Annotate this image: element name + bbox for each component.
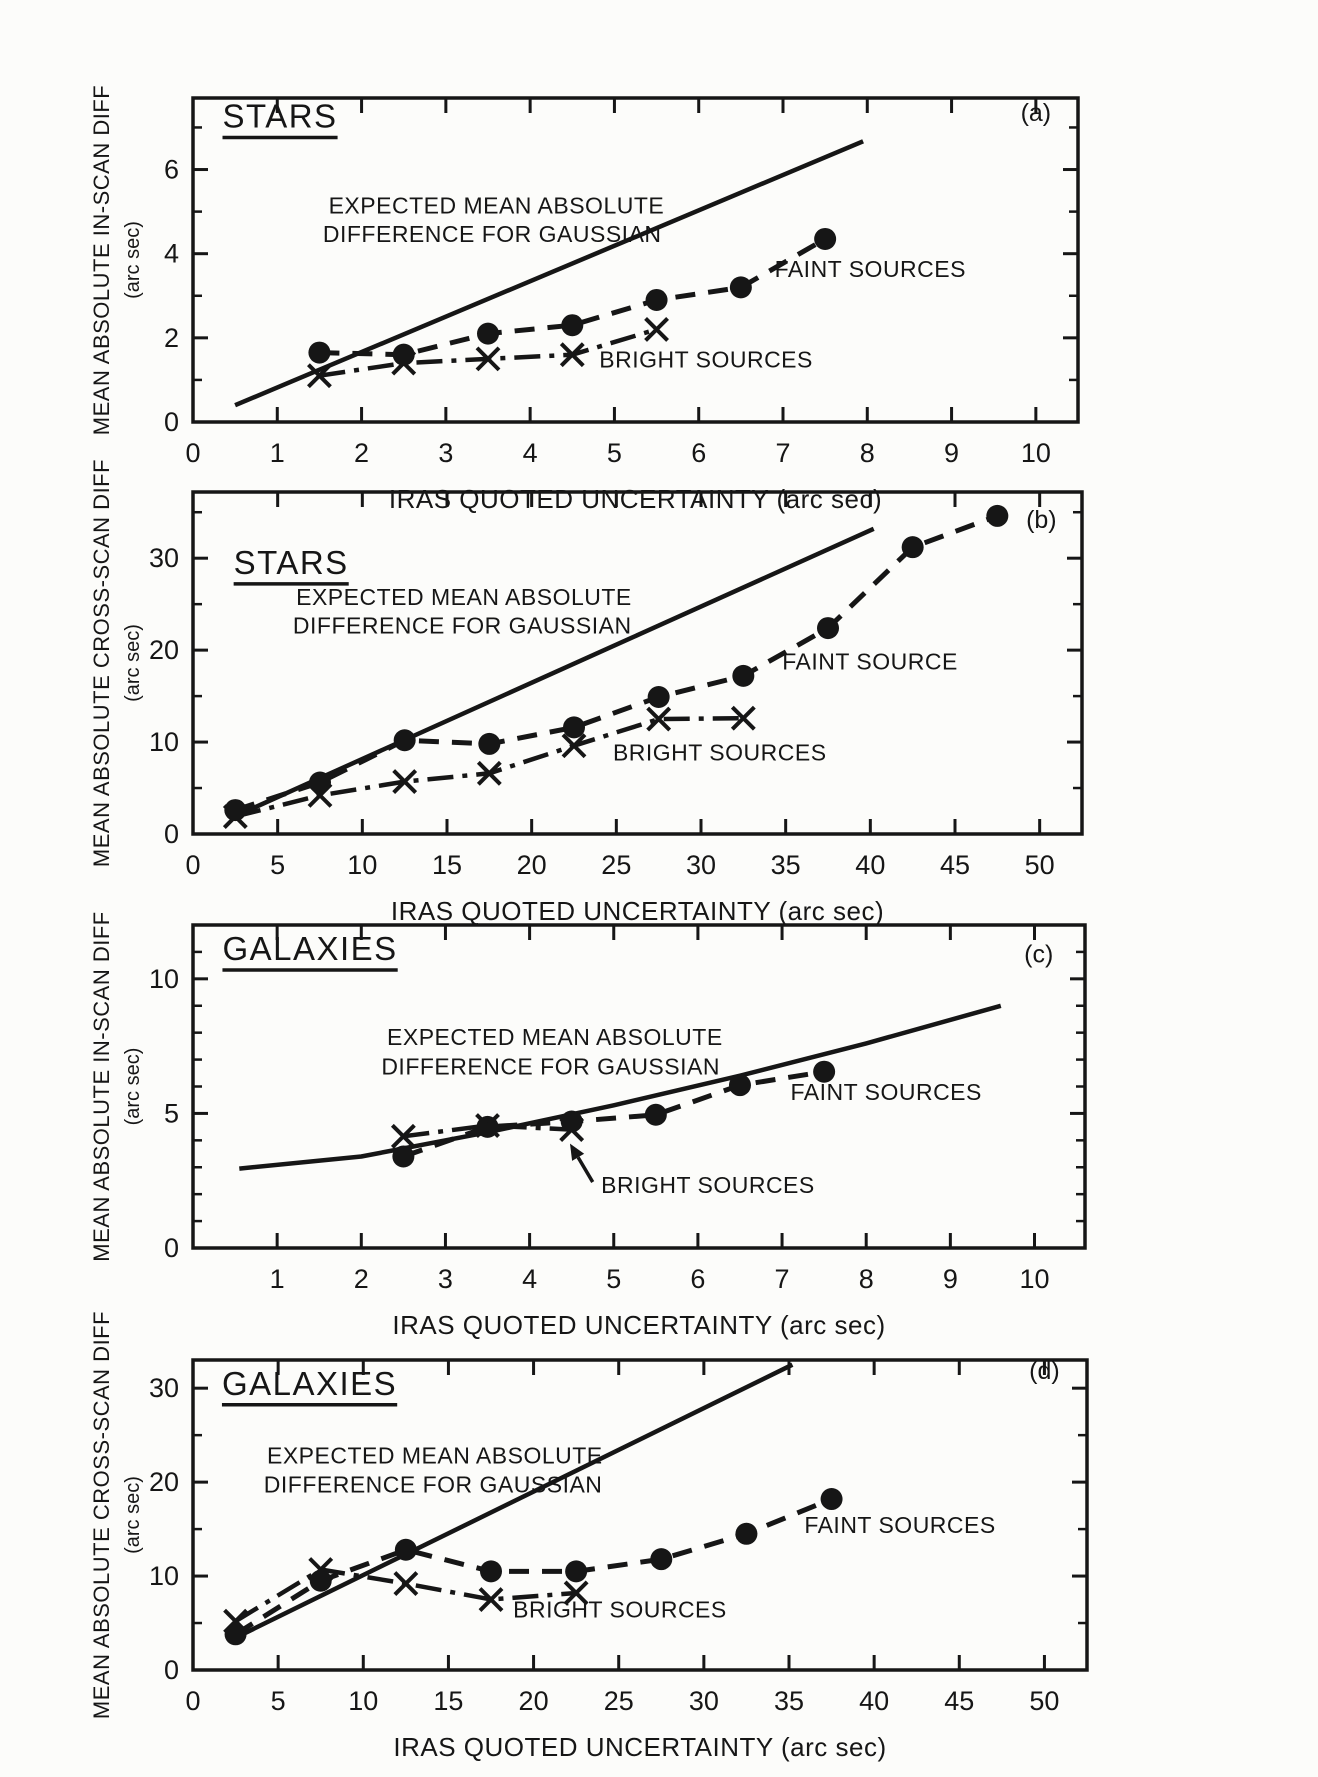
x-tick-label: 1 (269, 438, 285, 468)
x-tick-label: 45 (939, 850, 971, 880)
x-tick-label: 50 (1029, 1686, 1060, 1716)
x-axis-title: IRAS QUOTED UNCERTAINTY (arc sec) (393, 1732, 887, 1762)
x-axis-title: IRAS QUOTED UNCERTAINTY (arc sec) (392, 1310, 886, 1340)
x-tick-label: 9 (944, 438, 960, 468)
y-tick-label: 0 (163, 407, 179, 437)
x-axis-title: IRAS QUOTED UNCERTAINTY (arc sec) (388, 484, 883, 514)
x-tick-label: 30 (685, 850, 717, 880)
data-point-circle-faint-source (394, 729, 416, 751)
y-axis-units: (arc sec) (122, 221, 144, 299)
y-tick-label: 10 (148, 727, 179, 758)
panel-title: STARS (222, 97, 338, 135)
panel-d (89, 1311, 1087, 1762)
data-point-circle-faint-sources (735, 1523, 757, 1545)
panel-letter: (c) (1024, 940, 1054, 969)
x-tick-label: 0 (185, 1686, 201, 1716)
y-axis-units: (arc sec) (122, 624, 144, 702)
annotation-difference-for-gaussian: DIFFERENCE FOR GAUSSIAN (292, 612, 632, 639)
data-point-circle-faint-sources (729, 1074, 751, 1096)
x-tick-label: 2 (354, 438, 370, 468)
panel-title: GALAXIES (222, 929, 398, 967)
data-point-circle-faint-source (902, 536, 924, 558)
data-point-circle-faint-sources (565, 1560, 587, 1582)
annotation-bright-sources: BRIGHT SOURCES (612, 739, 827, 766)
annotation-expected-mean-absolute: EXPECTED MEAN ABSOLUTE (387, 1023, 723, 1050)
panel-letter: (d) (1029, 1356, 1060, 1385)
x-tick-label: 45 (944, 1686, 975, 1716)
annotation-arrow-line (578, 1157, 593, 1182)
data-point-circle-faint-sources (650, 1548, 672, 1570)
x-tick-label: 5 (606, 1264, 622, 1294)
x-tick-label: 3 (437, 1264, 453, 1294)
x-tick-label: 30 (688, 1686, 719, 1716)
x-tick-label: 35 (773, 1686, 805, 1716)
y-tick-label: 0 (163, 1655, 179, 1685)
x-tick-label: 2 (353, 1264, 369, 1294)
x-tick-label: 15 (431, 850, 463, 880)
y-tick-label: 6 (163, 154, 179, 185)
x-tick-label: 5 (606, 438, 622, 468)
panel-b (89, 459, 1082, 926)
data-point-circle-faint-source (732, 665, 754, 687)
data-point-circle-faint-sources (730, 276, 752, 298)
data-point-circle-faint-source (478, 733, 500, 755)
annotation-expected-mean-absolute: EXPECTED MEAN ABSOLUTE (296, 584, 632, 611)
x-tick-label: 8 (859, 438, 875, 468)
y-axis-title: MEAN ABSOLUTE CROSS-SCAN DIFF (89, 1310, 114, 1720)
data-point-circle-faint-source (817, 617, 839, 639)
annotation-faint-sources: FAINT SOURCES (774, 255, 966, 282)
x-tick-label: 4 (522, 438, 538, 468)
y-tick-label: 4 (163, 238, 179, 269)
data-point-circle-faint-sources (645, 1104, 667, 1126)
y-tick-label: 30 (148, 543, 179, 574)
series-line-faint-sources (403, 1072, 824, 1157)
x-tick-label: 10 (1019, 1264, 1050, 1294)
y-axis-title: MEAN ABSOLUTE IN-SCAN DIFF (89, 911, 114, 1262)
x-tick-label: 15 (433, 1686, 464, 1716)
x-tick-label: 50 (1024, 850, 1055, 880)
annotation-expected-mean-absolute: EXPECTED MEAN ABSOLUTE (328, 192, 665, 219)
annotation-expected-mean-absolute: EXPECTED MEAN ABSOLUTE (266, 1442, 603, 1469)
x-tick-label: 10 (348, 1686, 379, 1716)
x-tick-label: 40 (859, 1686, 890, 1716)
y-axis-units: (arc sec) (122, 1476, 144, 1554)
annotation-difference-for-gaussian: DIFFERENCE FOR GAUSSIAN (263, 1471, 603, 1498)
x-tick-label: 7 (774, 1264, 790, 1294)
data-point-circle-faint-source (563, 716, 585, 738)
annotation-bright-sources: BRIGHT SOURCES (601, 1171, 815, 1198)
panel-title: GALAXIES (221, 1364, 398, 1402)
annotation-bright-sources: BRIGHT SOURCES (513, 1596, 727, 1623)
data-point-circle-faint-source (986, 505, 1008, 527)
data-point-x-bright-sources (646, 318, 668, 340)
panel-letter: (b) (1026, 505, 1057, 534)
x-axis-title: IRAS QUOTED UNCERTAINTY (arc sec) (390, 896, 885, 926)
x-tick-label: 10 (1020, 438, 1051, 468)
x-tick-label: 35 (770, 850, 801, 880)
data-point-circle-faint-sources (821, 1488, 843, 1510)
y-tick-label: 20 (148, 635, 179, 666)
x-tick-label: 40 (855, 850, 886, 880)
data-point-circle-faint-sources (392, 1145, 414, 1167)
data-point-circle-faint-sources (646, 289, 668, 311)
y-tick-label: 5 (163, 1098, 179, 1129)
x-tick-label: 8 (858, 1264, 874, 1294)
x-tick-label: 25 (601, 850, 632, 880)
x-tick-label: 0 (185, 438, 201, 468)
x-tick-label: 10 (347, 850, 378, 880)
x-tick-label: 6 (691, 438, 707, 468)
annotation-faint-sources: FAINT SOURCES (790, 1078, 982, 1105)
y-tick-label: 20 (148, 1467, 179, 1498)
annotation-difference-for-gaussian: DIFFERENCE FOR GAUSSIAN (381, 1053, 720, 1080)
x-tick-label: 4 (522, 1264, 538, 1294)
y-axis-units: (arc sec) (122, 1047, 144, 1126)
x-tick-label: 5 (270, 850, 286, 880)
panel-a (89, 85, 1078, 514)
annotation-bright-sources: BRIGHT SOURCES (599, 346, 813, 373)
panel-title: STARS (233, 543, 349, 581)
x-tick-label: 20 (516, 850, 547, 880)
y-tick-label: 30 (148, 1373, 179, 1404)
y-axis-title: MEAN ABSOLUTE CROSS-SCAN DIFF (89, 458, 114, 868)
y-tick-label: 10 (148, 963, 179, 994)
data-point-circle-faint-sources (395, 1539, 417, 1561)
x-tick-label: 20 (518, 1686, 549, 1716)
panel-c (89, 911, 1085, 1340)
annotation-faint-source: FAINT SOURCE (782, 648, 958, 675)
data-point-circle-faint-sources (477, 323, 499, 345)
data-point-circle-faint-sources (814, 228, 836, 250)
y-tick-label: 0 (163, 1233, 179, 1263)
data-point-circle-faint-sources (308, 342, 330, 364)
x-tick-label: 3 (438, 438, 454, 468)
x-tick-label: 25 (603, 1686, 634, 1716)
x-tick-label: 1 (269, 1264, 285, 1294)
y-tick-label: 0 (163, 819, 179, 849)
y-tick-label: 10 (148, 1561, 179, 1592)
x-tick-label: 6 (690, 1264, 706, 1294)
panel-letter: (a) (1020, 99, 1052, 128)
y-tick-label: 2 (163, 322, 179, 353)
data-point-x-bright-sources (395, 1573, 417, 1595)
data-point-circle-faint-sources (480, 1560, 502, 1582)
annotation-difference-for-gaussian: DIFFERENCE FOR GAUSSIAN (322, 220, 662, 247)
x-tick-label: 5 (270, 1686, 286, 1716)
data-point-circle-faint-sources (310, 1570, 332, 1592)
x-tick-label: 7 (775, 438, 791, 468)
x-tick-label: 0 (185, 850, 201, 880)
y-axis-title: MEAN ABSOLUTE IN-SCAN DIFF (89, 84, 114, 436)
x-tick-label: 9 (942, 1264, 958, 1294)
annotation-faint-sources: FAINT SOURCES (804, 1511, 996, 1538)
data-point-circle-faint-source (648, 686, 670, 708)
data-point-circle-faint-sources (561, 314, 583, 336)
